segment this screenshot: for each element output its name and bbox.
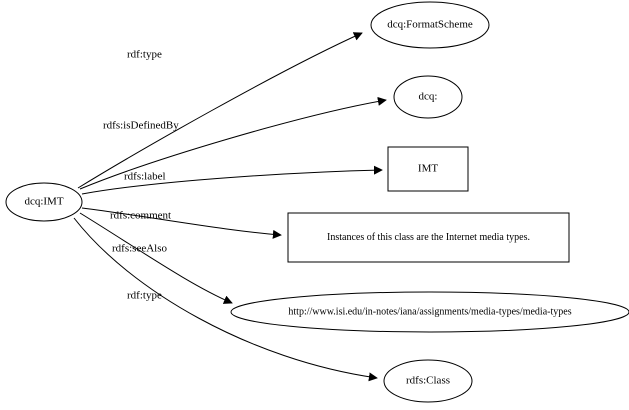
edge-label-isdefinedby: rdfs:isDefinedBy (103, 119, 179, 132)
edge-rdf-type-format-path (78, 33, 362, 188)
node-comment-literal[interactable] (288, 213, 569, 262)
node-imt-literal[interactable] (388, 147, 468, 191)
edge-label-rdfs-label: rdfs:label (124, 170, 166, 183)
node-format-scheme[interactable] (371, 2, 489, 48)
dcq-ns-label: dcq: (418, 90, 438, 103)
edge-label-seealso: rdfs:seeAlso (112, 242, 167, 255)
comment-literal-label: Instances of this class are the Internet media types. (327, 231, 530, 243)
edge-label-rdf-type-format: rdf:type (127, 48, 162, 61)
subject-label: dcq:IMT (24, 195, 64, 208)
edge-label-rdf-type-class: rdf:type (127, 289, 162, 302)
node-subject[interactable] (6, 183, 82, 221)
node-dcq-ns[interactable] (394, 76, 462, 118)
seealso-uri-label: http://www.isi.edu/in-notes/iana/assignments/media-types/media-types (288, 306, 572, 318)
edge-labels-group (103, 49, 179, 302)
rdfs-class-label: rdfs:Class (406, 374, 450, 387)
node-seealso-uri[interactable] (231, 292, 629, 332)
format-scheme-label: dcq:FormatScheme (387, 18, 473, 31)
imt-literal-label: IMT (417, 162, 439, 175)
edge-label-comment: rdfs:comment (110, 209, 172, 222)
node-rdfs-class[interactable] (384, 360, 472, 402)
